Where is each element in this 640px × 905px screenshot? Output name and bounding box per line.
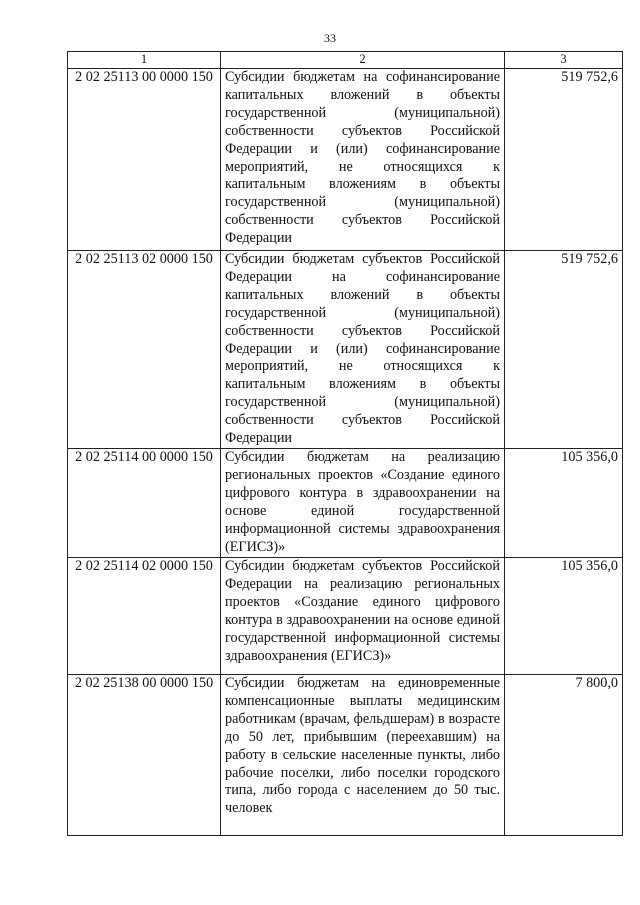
amount-cell: 519 752,6	[505, 251, 623, 449]
description-cell: Субсидии бюджетам субъектов Российской Федерации на софинансирование капитальных вложений в объекты государственной (муниципальной) собственности субъектов Российской Федерации и (или) софинансирование мероприятий, не относящихся к капитальным вложениям в объекты государственной (муниципальной) собственности субъектов Российской Федерации	[221, 251, 505, 449]
budget-code-cell: 2 02 25114 02 0000 150	[68, 557, 221, 674]
amount-cell: 519 752,6	[505, 69, 623, 251]
budget-table	[67, 51, 623, 836]
amount-cell: 7 800,0	[505, 674, 623, 835]
amount-cell: 105 356,0	[505, 448, 623, 557]
table-row	[68, 674, 623, 835]
description-cell: Субсидии бюджетам на единовременные компенсационные выплаты медицинским работникам (врачам, фельдшерам) в возрасте до 50 лет, прибывшим (переехавшим) на работу в сельские населенные пункты, либо рабочие поселки, либо поселки городского типа, либо города с населением до 50 тыс. человек	[221, 674, 505, 835]
budget-code-cell: 2 02 25114 00 0000 150	[68, 448, 221, 557]
description-cell: Субсидии бюджетам субъектов Российской Федерации на реализацию региональных проектов «Создание единого цифрового контура в здравоохранении на основе единой государственной информационной системы здравоохранения (ЕГИСЗ)»	[221, 557, 505, 674]
column-header-description: 2	[221, 52, 505, 69]
column-header-code: 1	[68, 52, 221, 69]
table-row	[68, 69, 623, 251]
budget-code-cell: 2 02 25138 00 0000 150	[68, 674, 221, 835]
page-number: 33	[324, 31, 336, 45]
column-header-amount: 3	[505, 52, 623, 69]
description-cell: Субсидии бюджетам на софинансирование капитальных вложений в объекты государственной (муниципальной) собственности субъектов Российской Федерации и (или) софинансирование мероприятий, не относящихся к капитальным вложениям в объекты государственной (муниципальной) собственности субъектов Российской Федерации	[221, 69, 505, 251]
table-row	[68, 251, 623, 449]
table-row	[68, 557, 623, 674]
table-row	[68, 448, 623, 557]
amount-cell: 105 356,0	[505, 557, 623, 674]
description-cell: Субсидии бюджетам на реализацию региональных проектов «Создание единого цифрового контура в здравоохранении на основе единой государственной информационной системы здравоохранения (ЕГИСЗ)»	[221, 448, 505, 557]
budget-code-cell: 2 02 25113 00 0000 150	[68, 69, 221, 251]
budget-code-cell: 2 02 25113 02 0000 150	[68, 251, 221, 449]
table-header-row	[68, 52, 623, 69]
